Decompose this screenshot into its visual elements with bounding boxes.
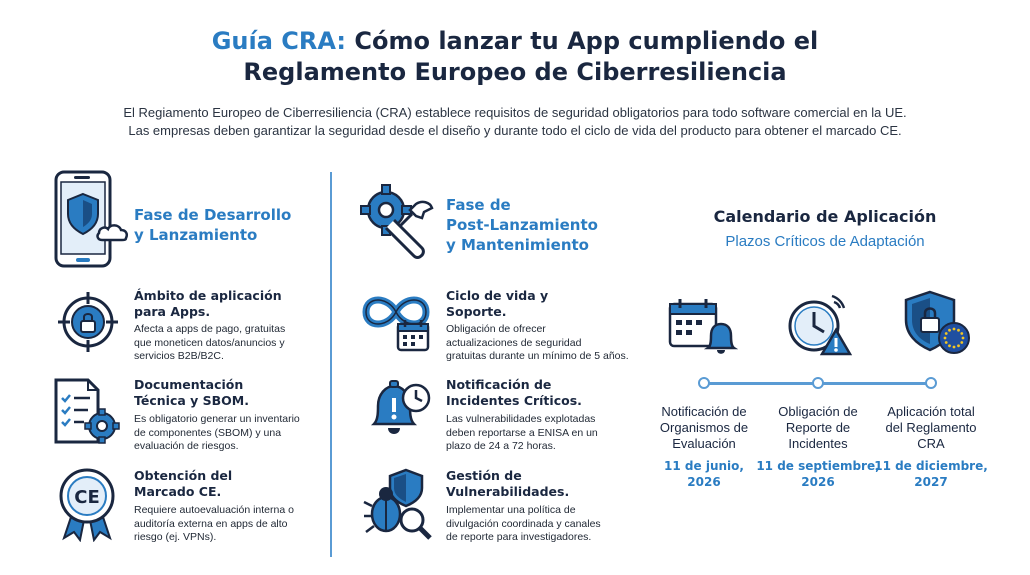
item-gestion-desc-line1: Implementar una política de — [446, 504, 576, 516]
item-ambito-desc-line3: servicios B2B/B2C. — [134, 350, 224, 362]
item-notificacion-desc-line3: plazo de 24 a 72 horas. — [446, 440, 556, 452]
phase2-title — [446, 195, 598, 255]
item-gestion-title — [446, 468, 569, 500]
item-notificacion-title-line2: Incidentes Críticos. — [446, 393, 582, 408]
item-ciclo-title — [446, 288, 548, 320]
milestone-2-date-line1: 11 de septiembre, — [756, 459, 880, 473]
item-gestion-desc — [446, 504, 601, 545]
item-documentacion-title-line1: Documentación — [134, 377, 244, 392]
title-line-1 — [0, 26, 1030, 57]
milestone-1-label-line3: Evaluación — [672, 436, 736, 451]
column-divider — [330, 172, 332, 557]
item-documentacion-title — [134, 377, 249, 409]
milestone-1-label — [644, 404, 764, 452]
calendar-bell-icon — [668, 296, 738, 356]
item-ciclo-desc — [446, 323, 629, 364]
milestone-2-label — [758, 404, 878, 452]
smartphone-shield-cloud-icon — [52, 170, 142, 270]
title-accent: Guía CRA: — [211, 27, 347, 55]
item-gestion-title-line2: Vulnerabilidades. — [446, 484, 570, 499]
title-rest: Cómo lanzar tu App cumpliendo el — [354, 27, 819, 55]
item-documentacion-desc-line1: Es obligatorio generar un inventario — [134, 413, 300, 425]
milestone-3-date — [869, 458, 993, 490]
title-line-2: Reglamento Europeo de Ciberresiliencia — [243, 58, 787, 86]
item-gestion-desc-line2: divulgación coordinada y canales — [446, 517, 601, 530]
item-notificacion-desc — [446, 413, 598, 454]
milestone-2-date — [756, 458, 880, 490]
item-notificacion-title — [446, 377, 582, 409]
item-notificacion-title-line1: Notificación de — [446, 377, 552, 392]
item-marcado-title-line2: Marcado CE. — [134, 484, 222, 499]
intro-line-2: Las empresas deben garantizar la seguridad desde el diseño y durante todo el ciclo de vida del producto para obtener el marcado CE. — [128, 123, 902, 138]
timeline-dot-3 — [925, 377, 937, 389]
item-gestion-desc-line3: de reporte para investigadores. — [446, 531, 592, 543]
item-ciclo-desc-line1: Obligación de ofrecer — [446, 323, 546, 335]
item-marcado-desc-line2: auditoría externa en apps de alto — [134, 517, 288, 530]
phase2-title-line2: Post-Lanzamiento — [446, 216, 598, 234]
item-ciclo-desc-line3: gratuitas durante un mínimo de 5 años. — [446, 350, 629, 362]
milestone-1-label-line2: Organismos de — [659, 420, 749, 435]
bug-shield-magnifier-icon — [362, 466, 434, 542]
milestone-2-label-line2: Reporte de — [785, 420, 851, 435]
phase2-title-line3: y Mantenimiento — [446, 236, 589, 254]
page-title — [0, 26, 1030, 88]
item-ciclo-title-line2: Soporte. — [446, 304, 507, 319]
calendar-subtitle: Plazos Críticos de Adaptación — [725, 233, 925, 250]
milestone-1-label-line1: Notificación de — [661, 404, 747, 419]
calendar-title: Calendario de Aplicación — [713, 207, 937, 226]
item-documentacion-title-line2: Técnica y SBOM. — [134, 393, 249, 408]
item-documentacion-desc-line3: evaluación de riesgos. — [134, 440, 239, 452]
item-marcado-desc-line3: riesgo (ej. VPNs). — [134, 531, 217, 543]
item-marcado-title — [134, 468, 232, 500]
phase2-title-line1: Fase de — [446, 196, 511, 214]
intro-text — [0, 104, 1030, 140]
milestone-1-date — [642, 458, 766, 490]
milestone-2-label-line3: Incidentes — [788, 436, 848, 451]
ce-badge-icon — [54, 466, 120, 542]
item-ambito-title-line1: Ámbito de aplicación — [134, 288, 282, 303]
milestone-3-label-line2: del Reglamento — [885, 420, 977, 435]
milestone-3-label — [871, 404, 991, 452]
item-ambito-desc — [134, 323, 285, 364]
item-marcado-desc-line1: Requiere autoevaluación interna o — [134, 504, 294, 516]
item-documentacion-desc — [134, 413, 300, 454]
item-marcado-desc — [134, 504, 294, 545]
item-ambito-title-line2: para Apps. — [134, 304, 211, 319]
milestone-1-date-line2: 2026 — [687, 475, 721, 489]
shield-lock-eu-icon — [902, 290, 970, 356]
timeline-dot-1 — [698, 377, 710, 389]
milestone-2-label-line1: Obligación de — [778, 404, 858, 419]
intro-line-1: El Regiamento Europeo de Ciberresiliencia (CRA) establece requisitos de seguridad obligatorios para todo software comercial en la UE. — [123, 105, 907, 120]
clock-warning-icon — [786, 292, 852, 356]
gear-wrench-icon — [360, 182, 436, 262]
phase1-title-line1: Fase de Desarrollo — [134, 206, 292, 224]
item-marcado-title-line1: Obtención del — [134, 468, 233, 483]
milestone-3-label-line3: CRA — [917, 436, 945, 451]
milestone-3-label-line1: Aplicación total — [887, 404, 975, 419]
item-ambito-desc-line1: Afecta a apps de pago, gratuitas — [134, 323, 286, 335]
item-ciclo-title-line1: Ciclo de vida y — [446, 288, 549, 303]
item-notificacion-desc-line2: deben reportarse a ENISA en un — [446, 426, 598, 439]
phase1-title — [134, 205, 291, 245]
document-checklist-gear-icon — [52, 378, 122, 446]
milestone-2-date-line2: 2026 — [801, 475, 835, 489]
infinity-calendar-icon — [362, 290, 434, 354]
milestone-3-date-line1: 11 de diciembre, — [874, 459, 988, 473]
svg-text:CE: CE — [74, 487, 100, 508]
milestone-3-date-line2: 2027 — [914, 475, 948, 489]
item-ambito-title — [134, 288, 282, 320]
item-ambito-desc-line2: que moneticen datos/anuncios y — [134, 336, 285, 349]
milestone-1-date-line1: 11 de junio, — [664, 459, 744, 473]
timeline-dot-2 — [812, 377, 824, 389]
phase1-title-line2: y Lanzamiento — [134, 226, 258, 244]
item-ciclo-desc-line2: actualizaciones de seguridad — [446, 336, 582, 349]
bell-clock-icon — [364, 378, 434, 444]
target-lock-icon — [56, 290, 120, 354]
item-notificacion-desc-line1: Las vulnerabilidades explotadas — [446, 413, 596, 425]
item-gestion-title-line1: Gestión de — [446, 468, 522, 483]
item-documentacion-desc-line2: de componentes (SBOM) y una — [134, 426, 282, 439]
